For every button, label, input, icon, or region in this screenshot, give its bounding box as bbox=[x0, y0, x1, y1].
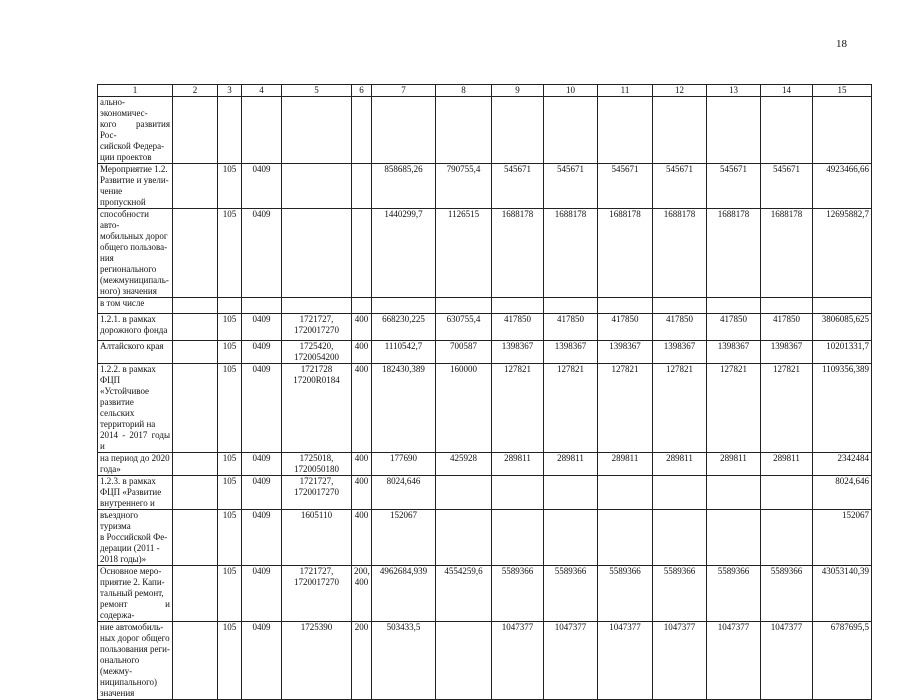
table-cell: 417850 bbox=[761, 314, 813, 341]
table-cell: ально-экономичес- кого развития Рос- сийской Федера- ции проектов bbox=[98, 97, 173, 164]
table-cell: 6787695,5 bbox=[813, 622, 872, 700]
table-cell bbox=[173, 97, 218, 164]
table-cell: 700587 bbox=[436, 341, 492, 364]
table-cell: 8024,646 bbox=[372, 476, 436, 510]
table-cell bbox=[544, 510, 598, 566]
table-cell: 289811 bbox=[707, 453, 761, 476]
table-cell: 105 bbox=[218, 453, 242, 476]
table-cell bbox=[598, 298, 653, 314]
table-cell: 1725390 bbox=[282, 622, 352, 700]
column-header: 10 bbox=[544, 85, 598, 97]
table-cell: 400 bbox=[352, 510, 372, 566]
table-cell: 1398367 bbox=[707, 341, 761, 364]
table-cell: 400 bbox=[352, 364, 372, 453]
table-cell: 790755,4 bbox=[436, 164, 492, 209]
table-cell bbox=[653, 510, 707, 566]
table-cell: 1.2.1. в рамках дорожного фонда bbox=[98, 314, 173, 341]
column-header: 6 bbox=[352, 85, 372, 97]
column-header: 1 bbox=[98, 85, 173, 97]
table-cell bbox=[813, 97, 872, 164]
table-cell: 8024,646 bbox=[813, 476, 872, 510]
table-cell: 127821 bbox=[598, 364, 653, 453]
table-cell: 1398367 bbox=[492, 341, 544, 364]
table-cell: 545671 bbox=[598, 164, 653, 209]
table-cell bbox=[282, 209, 352, 298]
table-cell: 417850 bbox=[492, 314, 544, 341]
table-cell: 5589366 bbox=[492, 566, 544, 622]
table-cell: 400 bbox=[352, 314, 372, 341]
table-cell bbox=[492, 97, 544, 164]
table-cell: 1688178 bbox=[598, 209, 653, 298]
table-cell bbox=[707, 510, 761, 566]
column-header: 3 bbox=[218, 85, 242, 97]
table-cell bbox=[173, 510, 218, 566]
table-cell: 1440299,7 bbox=[372, 209, 436, 298]
table-cell: 0409 bbox=[242, 364, 282, 453]
table-cell bbox=[372, 97, 436, 164]
table-cell: 4962684,939 bbox=[372, 566, 436, 622]
table-cell: 5589366 bbox=[544, 566, 598, 622]
table-cell bbox=[372, 298, 436, 314]
table-row bbox=[98, 341, 872, 364]
table-row bbox=[98, 476, 872, 510]
table-cell bbox=[173, 314, 218, 341]
table-cell: 668230,225 bbox=[372, 314, 436, 341]
table-cell: 0409 bbox=[242, 164, 282, 209]
table-cell: 10201331,7 bbox=[813, 341, 872, 364]
table-cell bbox=[598, 97, 653, 164]
table-cell: въездного туризма в Российской Фе- дерации (2011 - 2018 годы)» bbox=[98, 510, 173, 566]
table-cell: способности авто- мобильных дорог общего пользова- ния регионального (межмуниципаль- ного) значения bbox=[98, 209, 173, 298]
table-cell: 545671 bbox=[492, 164, 544, 209]
table-row bbox=[98, 453, 872, 476]
table-cell: 503433,5 bbox=[372, 622, 436, 700]
table-cell: 400 bbox=[352, 476, 372, 510]
table-cell: 289811 bbox=[492, 453, 544, 476]
table-cell: 0409 bbox=[242, 341, 282, 364]
table-cell bbox=[352, 209, 372, 298]
column-header: 14 bbox=[761, 85, 813, 97]
table-cell: 1688178 bbox=[707, 209, 761, 298]
table-cell bbox=[436, 476, 492, 510]
table-cell: 5589366 bbox=[761, 566, 813, 622]
table-cell bbox=[492, 298, 544, 314]
table-cell bbox=[218, 97, 242, 164]
table-cell: 417850 bbox=[544, 314, 598, 341]
table-row bbox=[98, 510, 872, 566]
table-cell: 182430,389 bbox=[372, 364, 436, 453]
table-cell: 1721727, 1720017270 bbox=[282, 566, 352, 622]
table-cell bbox=[761, 476, 813, 510]
table-cell: 417850 bbox=[707, 314, 761, 341]
table-cell: 1.2.2. в рамках ФЦП «Устойчивое развитие сельских территорий на 2014 - 2017 годы и bbox=[98, 364, 173, 453]
table-cell: 1398367 bbox=[598, 341, 653, 364]
table-header-row bbox=[98, 85, 872, 97]
table-cell: 152067 bbox=[813, 510, 872, 566]
table-cell bbox=[173, 453, 218, 476]
table-cell bbox=[653, 476, 707, 510]
table-cell: 1721727, 1720017270 bbox=[282, 314, 352, 341]
table-cell: 1688178 bbox=[492, 209, 544, 298]
table-cell: 1.2.3. в рамках ФЦП «Развитие внутреннего и bbox=[98, 476, 173, 510]
table-cell bbox=[436, 97, 492, 164]
table-cell bbox=[436, 298, 492, 314]
table-cell: 0409 bbox=[242, 476, 282, 510]
column-header: 13 bbox=[707, 85, 761, 97]
table-cell bbox=[761, 298, 813, 314]
table-cell: 1688178 bbox=[761, 209, 813, 298]
table-cell: 2342484 bbox=[813, 453, 872, 476]
table-cell: 12695882,7 bbox=[813, 209, 872, 298]
table-cell: 1047377 bbox=[492, 622, 544, 700]
table-cell: 425928 bbox=[436, 453, 492, 476]
table-cell bbox=[282, 298, 352, 314]
table-cell: 1047377 bbox=[707, 622, 761, 700]
table-cell bbox=[544, 476, 598, 510]
table-cell bbox=[492, 476, 544, 510]
table-cell bbox=[242, 298, 282, 314]
table-cell: 152067 bbox=[372, 510, 436, 566]
table-cell bbox=[436, 510, 492, 566]
table-cell: 1721728 17200R0184 bbox=[282, 364, 352, 453]
table-cell: 545671 bbox=[653, 164, 707, 209]
table-cell: 3806085,625 bbox=[813, 314, 872, 341]
table-cell: 1398367 bbox=[544, 341, 598, 364]
budget-table bbox=[97, 84, 872, 700]
table-cell bbox=[352, 298, 372, 314]
table-cell: 0409 bbox=[242, 566, 282, 622]
table-cell: 417850 bbox=[598, 314, 653, 341]
table-row bbox=[98, 164, 872, 209]
table-cell: 1398367 bbox=[761, 341, 813, 364]
table-row bbox=[98, 97, 872, 164]
table-cell bbox=[282, 164, 352, 209]
table-cell bbox=[707, 298, 761, 314]
table-cell: 200, 400 bbox=[352, 566, 372, 622]
table-cell: 1605110 bbox=[282, 510, 352, 566]
table-cell: 105 bbox=[218, 164, 242, 209]
table-cell bbox=[544, 298, 598, 314]
table-cell: 1047377 bbox=[544, 622, 598, 700]
table-cell bbox=[761, 97, 813, 164]
table-cell: 1398367 bbox=[653, 341, 707, 364]
table-cell: 160000 bbox=[436, 364, 492, 453]
table-row bbox=[98, 298, 872, 314]
table-cell: ние автомобиль- ных дорог общего пользования реги- онального (межму- ниципального) значения bbox=[98, 622, 173, 700]
table-cell: в том числе bbox=[98, 298, 173, 314]
table-cell: Мероприятие 1.2. Развитие и увели- чение пропускной bbox=[98, 164, 173, 209]
table-cell: 127821 bbox=[653, 364, 707, 453]
table-cell bbox=[173, 364, 218, 453]
table-cell: 127821 bbox=[492, 364, 544, 453]
table-cell bbox=[761, 510, 813, 566]
table-row bbox=[98, 209, 872, 298]
table-cell: 1721727, 1720017270 bbox=[282, 476, 352, 510]
table-row bbox=[98, 314, 872, 341]
table-cell: 545671 bbox=[707, 164, 761, 209]
table-cell: 1688178 bbox=[544, 209, 598, 298]
table-cell: 200 bbox=[352, 622, 372, 700]
table-cell: 105 bbox=[218, 622, 242, 700]
table-cell: 4554259,6 bbox=[436, 566, 492, 622]
table-cell bbox=[653, 298, 707, 314]
table-cell bbox=[707, 476, 761, 510]
column-header: 12 bbox=[653, 85, 707, 97]
table-cell bbox=[707, 97, 761, 164]
table-cell bbox=[173, 164, 218, 209]
table-cell: 1047377 bbox=[761, 622, 813, 700]
table-cell: 417850 bbox=[653, 314, 707, 341]
table-cell: 4923466,66 bbox=[813, 164, 872, 209]
table-cell: 105 bbox=[218, 566, 242, 622]
table-cell: 177690 bbox=[372, 453, 436, 476]
table-cell bbox=[218, 298, 242, 314]
table-cell: 1126515 bbox=[436, 209, 492, 298]
table-cell: 289811 bbox=[544, 453, 598, 476]
column-header: 11 bbox=[598, 85, 653, 97]
table-cell bbox=[492, 510, 544, 566]
table-cell: на период до 2020 года» bbox=[98, 453, 173, 476]
table-cell bbox=[173, 209, 218, 298]
table-cell: 289811 bbox=[761, 453, 813, 476]
table-cell: 858685,26 bbox=[372, 164, 436, 209]
table-cell: 400 bbox=[352, 453, 372, 476]
table-cell bbox=[653, 97, 707, 164]
table-cell bbox=[173, 476, 218, 510]
table-cell: 0409 bbox=[242, 314, 282, 341]
page-number: 18 bbox=[836, 38, 847, 50]
table-cell: 630755,4 bbox=[436, 314, 492, 341]
table-cell: 1725018, 1720050180 bbox=[282, 453, 352, 476]
table-cell: 0409 bbox=[242, 622, 282, 700]
table-cell: Основное меро- приятие 2. Капи- тальный ремонт, ремонт и содержа- bbox=[98, 566, 173, 622]
table-cell: 127821 bbox=[761, 364, 813, 453]
column-header: 7 bbox=[372, 85, 436, 97]
table-cell: 0409 bbox=[242, 510, 282, 566]
table-cell bbox=[173, 622, 218, 700]
table-cell: 5589366 bbox=[707, 566, 761, 622]
column-header: 9 bbox=[492, 85, 544, 97]
table-cell: 1688178 bbox=[653, 209, 707, 298]
table-cell: 105 bbox=[218, 510, 242, 566]
table-cell: 1109356,389 bbox=[813, 364, 872, 453]
table-cell: 43053140,39 bbox=[813, 566, 872, 622]
table-cell: 105 bbox=[218, 364, 242, 453]
table-cell: Алтайского края bbox=[98, 341, 173, 364]
table-cell: 1047377 bbox=[598, 622, 653, 700]
table-cell bbox=[544, 97, 598, 164]
table-cell: 105 bbox=[218, 209, 242, 298]
column-header: 15 bbox=[813, 85, 872, 97]
table-cell: 105 bbox=[218, 341, 242, 364]
table-cell: 1725420, 1720054200 bbox=[282, 341, 352, 364]
table-cell: 5589366 bbox=[653, 566, 707, 622]
table-cell bbox=[173, 341, 218, 364]
table-cell bbox=[282, 97, 352, 164]
table-cell bbox=[173, 298, 218, 314]
table-cell bbox=[352, 164, 372, 209]
table-row bbox=[98, 566, 872, 622]
table-row bbox=[98, 622, 872, 700]
table-cell: 0409 bbox=[242, 453, 282, 476]
table-cell: 105 bbox=[218, 476, 242, 510]
table-cell: 127821 bbox=[707, 364, 761, 453]
table-cell: 289811 bbox=[653, 453, 707, 476]
table-cell bbox=[598, 476, 653, 510]
table-cell: 105 bbox=[218, 314, 242, 341]
table-cell: 1110542,7 bbox=[372, 341, 436, 364]
table-cell bbox=[436, 622, 492, 700]
table-cell bbox=[598, 510, 653, 566]
table-cell: 0409 bbox=[242, 209, 282, 298]
column-header: 4 bbox=[242, 85, 282, 97]
table-cell: 545671 bbox=[544, 164, 598, 209]
column-header: 5 bbox=[282, 85, 352, 97]
table-cell: 289811 bbox=[598, 453, 653, 476]
column-header: 2 bbox=[173, 85, 218, 97]
table-cell bbox=[173, 566, 218, 622]
table-cell bbox=[352, 97, 372, 164]
table-cell: 5589366 bbox=[598, 566, 653, 622]
table-cell: 545671 bbox=[761, 164, 813, 209]
table-cell bbox=[813, 298, 872, 314]
table-cell bbox=[242, 97, 282, 164]
table-row bbox=[98, 364, 872, 453]
table-cell: 127821 bbox=[544, 364, 598, 453]
table-cell: 400 bbox=[352, 341, 372, 364]
table-cell: 1047377 bbox=[653, 622, 707, 700]
column-header: 8 bbox=[436, 85, 492, 97]
